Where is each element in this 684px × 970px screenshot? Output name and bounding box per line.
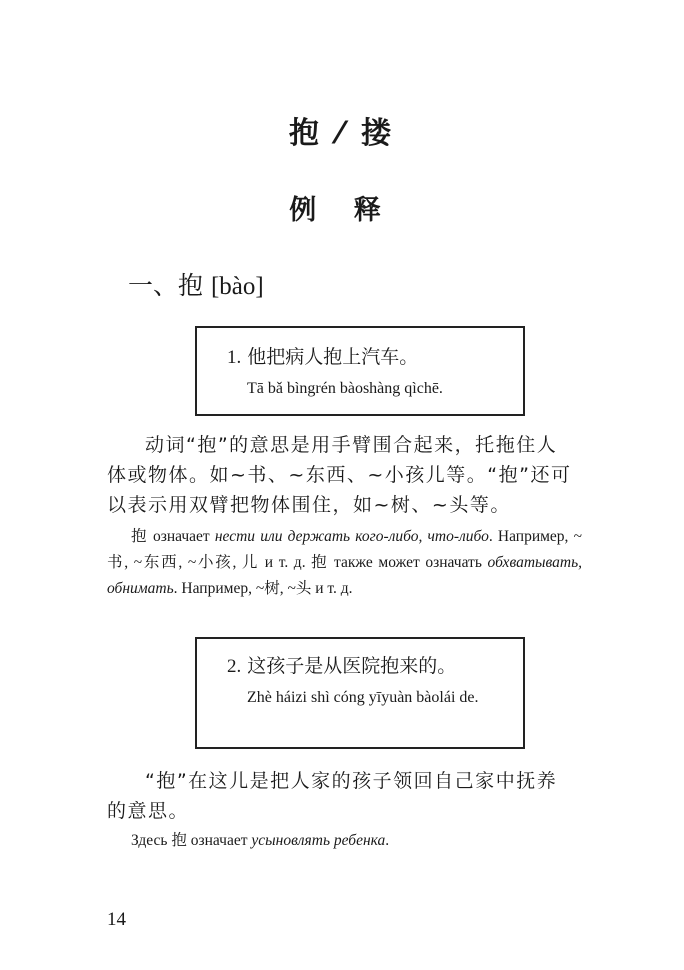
example-box-2 <box>195 637 525 749</box>
ru1-seg-1: 抱 означает <box>131 528 215 545</box>
explanation-2-russian <box>107 828 582 854</box>
ru2-seg-2: усыновлять ребенка <box>251 832 386 849</box>
section-title: 例 释 <box>289 195 395 226</box>
page-title: 抱 ⁄ 搂 <box>289 116 395 151</box>
sub-heading <box>128 266 264 302</box>
example-2-number: 2. <box>227 656 242 677</box>
sub-heading-label: 一、抱 <box>128 271 204 300</box>
ru1-seg-5: . Например, ~树, ~头 и т. д. <box>173 580 353 597</box>
example-2-chinese: 这孩子是从医院抱来的。 <box>247 655 457 677</box>
ru1-seg-3: . Например, ~书, ~东西, ~小孩, 儿 и т. д. 抱 также может означать <box>107 528 582 571</box>
ru1-seg-4: обхватывать, обнимать <box>107 554 582 597</box>
example-1-number: 1. <box>227 347 242 368</box>
explanation-1-russian <box>107 524 582 602</box>
page-number: 14 <box>107 909 126 930</box>
sub-heading-pinyin: [bào] <box>210 273 264 300</box>
explanation-1-chinese: 动词“抱”的意思是用手臂围合起来，托拖住人体或物体。如~书、~东西、~小孩儿等。“抱”还可以表示用双臂把物体围住，如~树、~头等。 <box>107 434 572 516</box>
example-1-chinese: 他把病人抱上汽车。 <box>247 346 419 368</box>
example-2-chinese-line <box>227 651 456 678</box>
ru2-seg-3: . <box>385 832 390 849</box>
example-1-pinyin: Tā bǎ bìngrén bàoshàng qìchē. <box>247 380 443 397</box>
example-box-1 <box>195 326 525 416</box>
explanation-2-chinese: “抱”在这儿是把人家的孩子领回自己家中抚养的意思。 <box>107 770 558 822</box>
ru2-seg-1: Здесь 抱 означает <box>131 832 252 849</box>
example-1-chinese-line <box>227 342 418 369</box>
ru1-seg-2: нести или держать кого-либо, что-либо <box>214 528 489 545</box>
example-2-pinyin: Zhè háizi shì cóng yīyuàn bàolái de. <box>247 689 479 706</box>
